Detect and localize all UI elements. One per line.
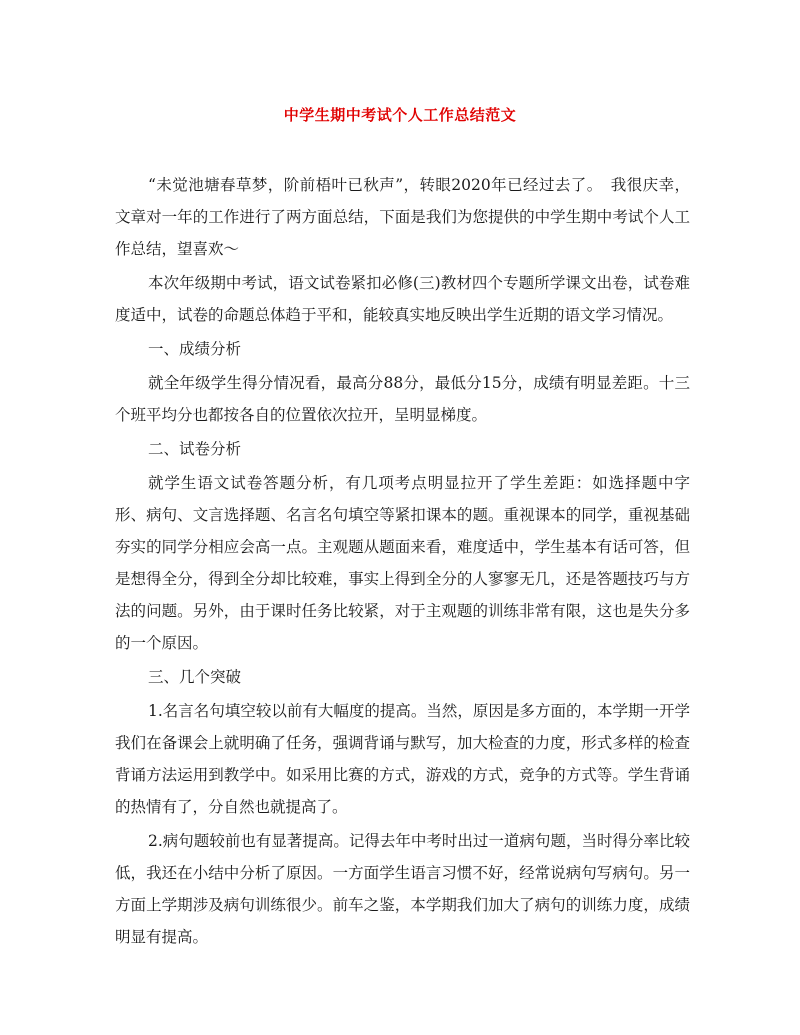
- section-heading-paper-analysis: 二、试卷分析: [148, 440, 242, 458]
- breakthrough-item-1: 1.名言名句填空较以前有大幅度的提高。当然，原因是多方面的，本学期一开学我们在备课会上就明确了任务，强调背诵与默写，加大检查的力度，形式多样的检查背诵方法运用到教学中。如采用比赛的方式，游戏的方式，竞争的方式等。学生背诵的热情有了，分自然也就提高了。: [115, 702, 690, 816]
- section-heading-breakthroughs: 三、几个突破: [148, 668, 242, 686]
- breakthrough-item-2: 2.病句题较前也有显著提高。记得去年中考时出过一道病句题，当时得分率比较低，我还在小结中分析了原因。一方面学生语言习惯不好，经常说病句写病句。另一方面上学期涉及病句训练很少。前车之鉴，本学期我们加大了病句的训练力度，成绩明显有提高。: [115, 832, 690, 946]
- paper-analysis-paragraph: 就学生语文试卷答题分析，有几项考点明显拉开了学生差距：如选择题中字形、病句、文言选择题、名言名句填空等紧扣课本的题。重视课本的同学，重视基础夯实的同学分相应会高一点。主观题从题面来看，难度适中，学生基本有话可答，但是想得全分，得到全分却比较难，事实上得到全分的人寥寥无几，还是答题技巧与方法的问题。另外，由于课时任务比较紧，对于主观题的训练非常有限，这也是失分多的一个原因。: [115, 474, 690, 652]
- exam-overview-paragraph: 本次年级期中考试，语文试卷紧扣必修(三)教材四个专题所学课文出卷，试卷难度适中，试卷的命题总体趋于平和，能较真实地反映出学生近期的语文学习情况。: [115, 274, 690, 324]
- intro-paragraph: “未觉池塘春草梦，阶前梧叶已秋声”，转眼2020年已经过去了。 我很庆幸，文章对一年的工作进行了两方面总结，下面是我们为您提供的中学生期中考试个人工作总结，望喜欢～: [115, 176, 690, 258]
- document-body: [115, 169, 690, 955]
- section-heading-score-analysis: 一、成绩分析: [148, 340, 242, 358]
- document-title: 中学生期中考试个人工作总结范文: [283, 106, 517, 124]
- score-analysis-paragraph: 就全年级学生得分情况看，最高分88分，最低分15分，成绩有明显差距。十三个班平均分也都按各自的位置依次拉开，呈明显梯度。: [115, 374, 690, 424]
